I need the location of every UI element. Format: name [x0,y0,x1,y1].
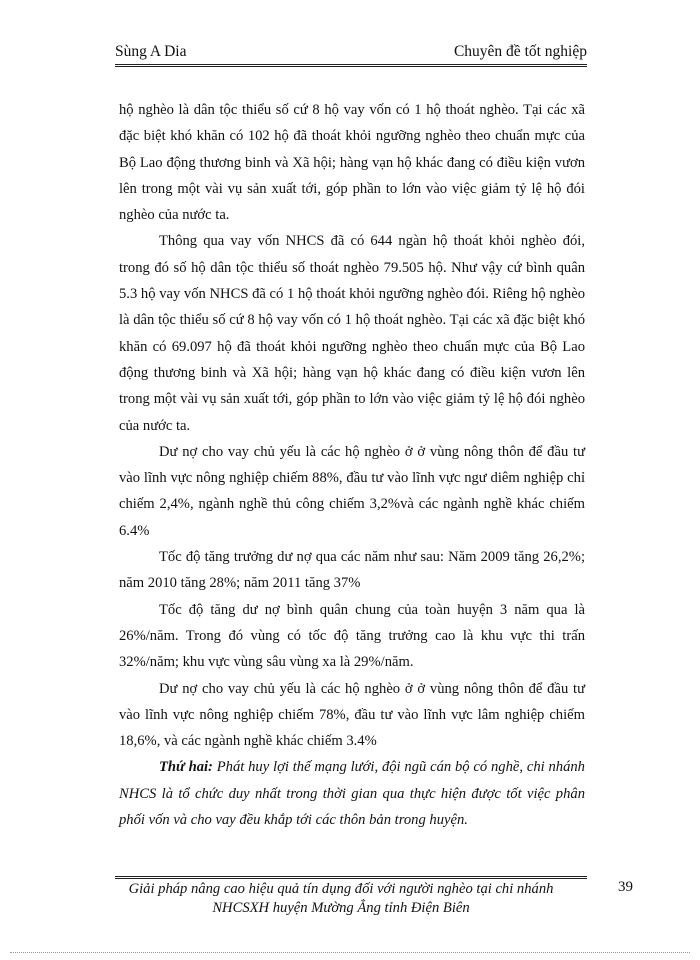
header-divider [115,64,587,67]
paragraph-7 [119,754,585,833]
paragraph-7-text: Phát huy lợi thế mạng lưới, đội ngũ cán bộ có nghề, chi nhánh NHCS là tổ chức duy nhất trong thời gian qua thực hiện được tốt việc phân phối vốn và cho vay đều khắp tới các thôn bản trong huyện. [119,759,585,829]
header-title: Chuyên đề tốt nghiệp [453,43,587,60]
paragraph-6: Dư nợ cho vay chủ yếu là các hộ nghèo ở ở vùng nông thôn để đầu tư vào lĩnh vực nông nghiệp chiếm 78%, đầu tư vào lĩnh vực lâm nghiệp chiếm 18,6%, và các ngành nghề khác chiếm 3.4% [119,680,585,750]
paragraph-7-lead: Thứ hai: [159,759,213,776]
footer-line-2: NHCSXH huyện Mường Ẳng tỉnh Điện Biên [212,900,470,916]
paragraph-4: Tốc độ tăng trưởng dư nợ qua các năm như sau: Năm 2009 tăng 26,2%; năm 2010 tăng 28%; năm 2011 tăng 37% [119,549,585,592]
paragraph-5: Tốc độ tăng dư nợ bình quân chung của toàn huyện 3 năm qua là 26%/năm. Trong đó vùng có tốc độ tăng trưởng cao là khu vực thi trấn 32%/năm; khu vực vùng sâu vùng xa là 29%/năm. [119,601,585,671]
page-bottom-divider [10,952,690,953]
paragraph-1: hộ nghèo là dân tộc thiểu số cứ 8 hộ vay vốn có 1 hộ thoát nghèo. Tại các xã đặc biệt khó khăn có 102 hộ đã thoát khỏi ngưỡng nghèo theo chuẩn mực của Bộ Lao động thương binh và Xã hội; hàng vạn hộ khác đang có điều kiện vươn lên trong một vài vụ sản xuất tới, góp phần to lớn vào việc giảm tỷ lệ hộ đói nghèo của nước ta. [119,102,585,224]
footer-text [121,880,561,918]
footer-line-1: Giải pháp nâng cao hiệu quả tín dụng đối với người nghèo tại chi nhánh [128,881,554,897]
footer-divider [115,876,587,879]
header-author: Sùng A Dia [115,43,187,60]
paragraph-3: Dư nợ cho vay chủ yếu là các hộ nghèo ở ở vùng nông thôn để đầu tư vào lĩnh vực nông nghiệp chiếm 88%, đầu tư vào lĩnh vực ngư diêm nghiệp chỉ chiếm 2,4%, ngành nghề thủ công chiếm 3,2%và các ngành nghề khác chiếm 6.4% [119,443,585,539]
page-footer [115,880,587,918]
paragraph-2: Thông qua vay vốn NHCS đã có 644 ngàn hộ thoát khỏi nghèo đói, trong đó số hộ dân tộc thiểu số thoát nghèo 79.505 hộ. Như vậy cứ bình quân 5.3 hộ vay vốn NHCS đã có 1 hộ thoát khỏi ngưỡng nghèo đói. Riêng hộ nghèo là dân tộc thiểu số cứ 8 hộ vay vốn có 1 hộ thoát nghèo. Tại các xã đặc biệt khó khăn có 69.097 hộ đã thoát khỏi ngưỡng nghèo theo chuẩn mực của Bộ Lao động thương binh và Xã hội; hàng vạn hộ khác đang có điều kiện vươn lên trong một vài vụ sản xuất tới, góp phần to lớn vào việc giảm tỷ lệ hộ đói nghèo của nước ta. [119,233,585,434]
document-body [119,97,585,833]
page-number: 39 [618,879,633,895]
